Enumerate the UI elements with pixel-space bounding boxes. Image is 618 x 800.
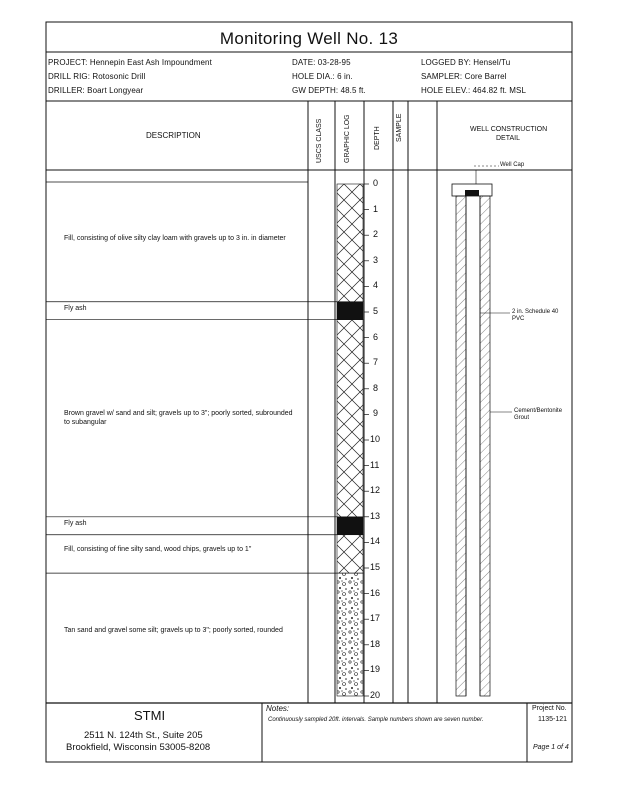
company-address-2: Brookfield, Wisconsin 53005-8208 bbox=[66, 742, 211, 753]
depth-tick-label: 1 bbox=[373, 203, 379, 214]
well-detail-header: DETAIL bbox=[496, 135, 520, 142]
notes-label: Notes: bbox=[266, 704, 290, 713]
depth-tick-label: 12 bbox=[370, 485, 381, 496]
well-construction-header: WELL CONSTRUCTION bbox=[470, 126, 548, 133]
date-field: DATE: 03-28-95 bbox=[292, 58, 351, 67]
notes-text: Continuously sampled 20ft. intervals. Sample numbers shown are seven number. bbox=[268, 717, 484, 723]
depth-tick-label: 7 bbox=[373, 357, 379, 368]
hole-elev-field: HOLE ELEV.: 464.82 ft. MSL bbox=[421, 86, 527, 95]
well-cap-label: Well Cap bbox=[500, 162, 525, 168]
layer-description: Tan sand and gravel some silt; gravels up to 3"; poorly sorted, rounded bbox=[64, 626, 283, 634]
depth-tick-label: 16 bbox=[370, 587, 381, 598]
casing-label: 2 in. Schedule 40 PVC bbox=[512, 309, 559, 322]
page-number: Page 1 of 4 bbox=[533, 744, 569, 751]
sample-header: SAMPLE bbox=[396, 113, 403, 142]
graphic-log-header: GRAPHIC LOG bbox=[344, 114, 351, 163]
depth-tick-label: 2 bbox=[373, 229, 379, 240]
layer-description: Fly ash bbox=[64, 519, 87, 527]
company-address-1: 2511 N. 124th St., Suite 205 bbox=[84, 730, 203, 741]
depth-tick-label: 0 bbox=[373, 178, 379, 188]
uscs-header: USCS CLASS bbox=[316, 118, 323, 163]
project-no-value: 1135-121 bbox=[538, 716, 568, 723]
grout-left bbox=[456, 196, 466, 696]
graphic-log-layer bbox=[337, 320, 363, 517]
layer-description: Fly ash bbox=[64, 304, 87, 312]
page-title: Monitoring Well No. 13 bbox=[219, 29, 399, 48]
graphic-log-layer bbox=[337, 573, 363, 696]
depth-tick-label: 19 bbox=[370, 664, 381, 675]
grout-label: Cement/Bentonite Grout bbox=[514, 408, 563, 421]
depth-tick-label: 3 bbox=[373, 254, 379, 265]
depth-tick-label: 10 bbox=[370, 434, 381, 444]
depth-tick-label: 17 bbox=[370, 613, 381, 624]
depth-tick-label: 4 bbox=[373, 280, 379, 291]
depth-tick-label: 20 bbox=[370, 690, 381, 700]
layer-description: Fill, consisting of fine silty sand, wood chips, gravels up to 1" bbox=[64, 545, 252, 553]
well-cap-plug bbox=[465, 190, 479, 196]
graphic-log-layer bbox=[337, 302, 363, 320]
logged-by-field: LOGGED BY: Hensel/Tu bbox=[421, 58, 511, 67]
depth-tick-label: 5 bbox=[373, 306, 379, 316]
layer-description: Brown gravel w/ sand and silt; gravels up to 3"; poorly sorted, subrounded to subangular bbox=[64, 410, 293, 426]
layer-description: Fill, consisting of olive silty clay loam with gravels up to 3 in. in diameter bbox=[64, 234, 286, 242]
depth-tick-label: 6 bbox=[373, 331, 379, 342]
depth-tick-label: 13 bbox=[370, 510, 381, 521]
graphic-log-layer bbox=[337, 535, 363, 573]
sampler-field: SAMPLER: Core Barrel bbox=[421, 72, 507, 81]
gw-depth-field: GW DEPTH: 48.5 ft. bbox=[292, 86, 366, 95]
depth-tick-label: 18 bbox=[370, 638, 381, 649]
depth-tick-label: 9 bbox=[373, 408, 379, 419]
project-field: PROJECT: Hennepin East Ash Impoundment bbox=[48, 58, 212, 67]
depth-tick-label: 11 bbox=[370, 459, 380, 470]
grout-right bbox=[480, 196, 490, 696]
graphic-log-layer bbox=[337, 517, 363, 535]
project-no-label: Project No. bbox=[532, 705, 567, 712]
drill-rig-field: DRILL RIG: Rotosonic Drill bbox=[48, 72, 146, 81]
depth-tick-label: 14 bbox=[370, 536, 381, 547]
graphic-log-layer bbox=[337, 184, 363, 302]
company-name: STMI bbox=[134, 708, 166, 723]
description-header: DESCRIPTION bbox=[146, 131, 201, 140]
hole-dia-field: HOLE DIA.: 6 in. bbox=[292, 72, 353, 81]
depth-header: DEPTH bbox=[374, 126, 381, 150]
driller-field: DRILLER: Boart Longyear bbox=[48, 86, 144, 95]
depth-tick-label: 15 bbox=[370, 562, 381, 572]
depth-tick-label: 8 bbox=[373, 382, 379, 393]
